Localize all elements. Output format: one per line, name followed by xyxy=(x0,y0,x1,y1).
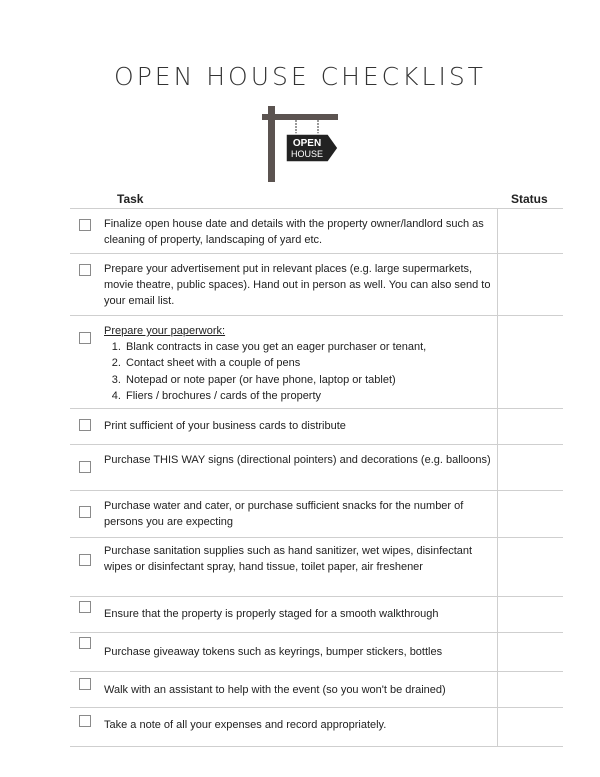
sign-line-1: OPEN xyxy=(292,138,322,149)
task-checkbox[interactable] xyxy=(79,637,91,649)
task-text: Purchase water and cater, or purchase sufficient snacks for the number of persons you are expecting xyxy=(104,500,464,529)
checklist-row xyxy=(70,537,563,596)
task-checkbox[interactable] xyxy=(79,678,91,690)
checklist-row xyxy=(70,315,563,408)
task-checkbox[interactable] xyxy=(79,601,91,613)
checklist-row xyxy=(70,408,563,444)
checklist-row xyxy=(70,671,563,707)
checklist-row xyxy=(70,632,563,671)
list-item: 1. Blank contracts in case you get an eager purchaser or tenant, xyxy=(124,339,494,355)
task-text: Purchase THIS WAY signs (directional pointers) and decorations (e.g. balloons) xyxy=(104,454,491,466)
status-cell[interactable] xyxy=(497,445,498,490)
list-item: 3. Notepad or note paper (or have phone, laptop or tablet) xyxy=(124,372,494,388)
paperwork-heading: Prepare your paperwork: xyxy=(104,325,226,337)
status-cell[interactable] xyxy=(497,209,498,253)
task-text: Ensure that the property is properly staged for a smooth walkthrough xyxy=(104,608,439,620)
status-cell[interactable] xyxy=(497,672,498,707)
task-checkbox[interactable] xyxy=(79,419,91,431)
checklist-table xyxy=(70,208,563,747)
list-item: 4. Fliers / brochures / cards of the property xyxy=(124,388,494,404)
status-cell[interactable] xyxy=(497,708,498,746)
checklist-row xyxy=(70,596,563,632)
task-text: Walk with an assistant to help with the event (so you won't be drained) xyxy=(104,684,446,696)
task-checkbox[interactable] xyxy=(79,219,91,231)
status-cell[interactable] xyxy=(497,491,498,537)
task-text xyxy=(104,323,494,404)
status-cell[interactable] xyxy=(497,597,498,632)
task-checkbox[interactable] xyxy=(79,461,91,473)
task-text: Purchase giveaway tokens such as keyrings, bumper stickers, bottles xyxy=(104,646,443,658)
task-text: Print sufficient of your business cards to distribute xyxy=(104,420,346,432)
task-checkbox[interactable] xyxy=(79,506,91,518)
task-checkbox[interactable] xyxy=(79,332,91,344)
status-cell[interactable] xyxy=(497,633,498,671)
task-checkbox[interactable] xyxy=(79,264,91,276)
status-cell[interactable] xyxy=(497,316,498,408)
task-checkbox[interactable] xyxy=(79,554,91,566)
task-text: Take a note of all your expenses and record appropriately. xyxy=(104,719,387,731)
checklist-row xyxy=(70,490,563,537)
sign-line-2: HOUSE xyxy=(290,149,324,159)
task-column-header: Task xyxy=(117,192,144,206)
checklist-row xyxy=(70,444,563,490)
list-item: 2. Contact sheet with a couple of pens xyxy=(124,355,494,371)
status-cell[interactable] xyxy=(497,538,498,596)
status-cell[interactable] xyxy=(497,409,498,444)
task-text: Finalize open house date and details with the property owner/landlord such as cleaning of property, landscaping of yard etc. xyxy=(104,218,484,247)
status-cell[interactable] xyxy=(497,254,498,315)
page-title: OPEN HOUSE CHECKLIST xyxy=(114,62,486,91)
status-column-header: Status xyxy=(511,192,548,206)
checklist-row xyxy=(70,208,563,253)
paperwork-list xyxy=(104,339,494,404)
checklist-row xyxy=(70,707,563,747)
open-house-sign-logo xyxy=(258,100,342,184)
task-text: Purchase sanitation supplies such as hand sanitizer, wet wipes, disinfectant wipes or disinfectant spray, hand tissue, toilet paper, air freshener xyxy=(104,545,473,574)
task-checkbox[interactable] xyxy=(79,715,91,727)
task-text: Prepare your advertisement put in relevant places (e.g. large supermarkets, movie theatre, public spaces). Hand out in person as well. You can also send to your email list. xyxy=(104,263,491,308)
checklist-row xyxy=(70,253,563,315)
